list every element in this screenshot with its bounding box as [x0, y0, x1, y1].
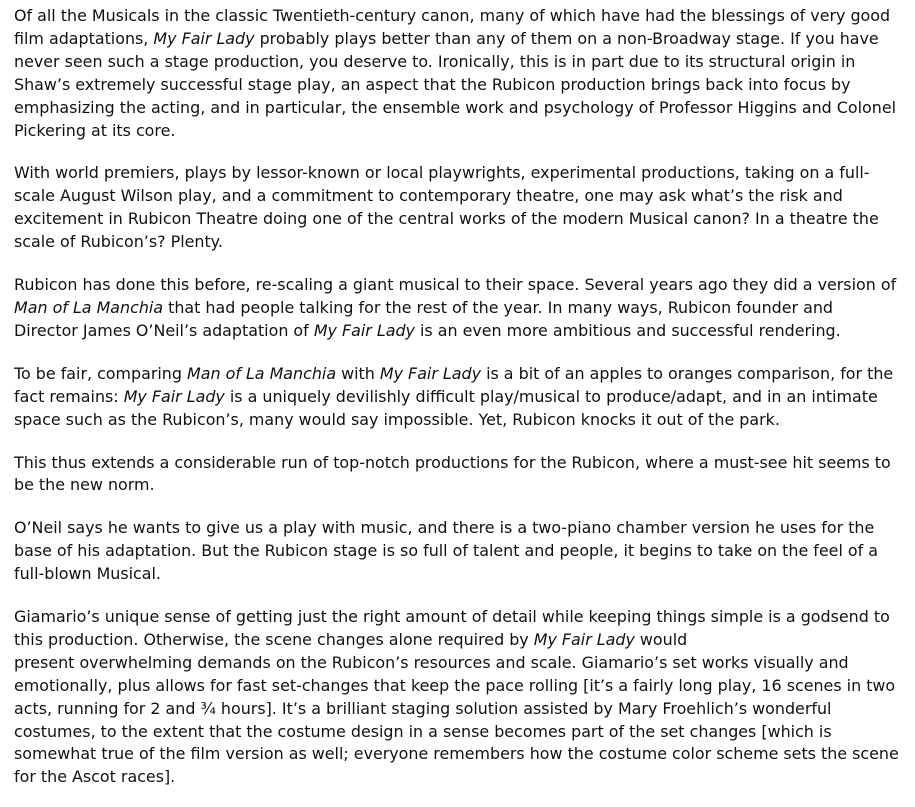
- paragraph-text: with: [336, 363, 380, 383]
- italic-title-text: Man of La Manchia: [14, 297, 164, 317]
- italic-title-text: My Fair Lady: [533, 629, 635, 649]
- article-paragraph: [14, 606, 901, 789]
- paragraph-text: is a uniquely devilishly difficult play/musical to produce/adapt, and in an intimate space such as the Rubicon’s, many would say impossible. Yet, Rubicon knocks it out of the park.: [14, 386, 878, 429]
- paragraph-text: that had people talking for the rest of the year. In many ways, Rubicon founder and Director James O’Neil’s adaptation of: [14, 297, 834, 340]
- paragraph-text: would: [634, 629, 688, 649]
- paragraph-text: is an even more ambitious and successful rendering.: [414, 320, 841, 340]
- article-paragraph: [14, 363, 901, 432]
- italic-title-text: My Fair Lady: [379, 363, 482, 383]
- paragraph-text: is a bit of an apples to oranges comparison, for the fact remains:: [14, 363, 894, 406]
- article-paragraph: [14, 274, 901, 343]
- article-paragraph: [14, 517, 901, 586]
- paragraph-text: With world premiers, plays by lessor-known or local playwrights, experimental productions, taking on a full-scale August Wilson play, and a commitment to contemporary theatre, one may ask what’s the risk and excitement in Rubicon Theatre doing one of the central works of the modern Musical canon? In a theatre the scale of Rubicon’s? Plenty.: [14, 163, 879, 252]
- italic-title-text: My Fair Lady: [313, 320, 415, 340]
- paragraph-text: probably plays better than any of them on a non-Broadway stage. If you have never seen such a stage production, you deserve to. Ironically, this is in part due to its structural origin in Shaw’s extremely successful stage play, an aspect that the Rubicon production brings back into focus by emphasizing the acting, and in particular, the ensemble work and psychology of Professor Higgins and Colonel Pickering at its core.: [14, 28, 897, 140]
- paragraph-text: To be fair, comparing: [14, 363, 187, 383]
- article-paragraph: [14, 162, 901, 254]
- article-paragraph: [14, 452, 901, 498]
- italic-title-text: Man of La Manchia: [187, 363, 337, 383]
- italic-title-text: My Fair Lady: [153, 28, 255, 48]
- article-paragraph: [14, 5, 901, 142]
- paragraph-text: present overwhelming demands on the Rubicon’s resources and scale. Giamario’s set works visually and emotionally, plus allows for fast set-changes that keep the pace rolling [it’s a fairly long play, 16 scenes in two acts, running for 2 and ¾ hours]. It’s a brilliant staging solution assisted by Mary Froehlich’s wonderful costumes, to the extent that the costume design in a sense becomes part of the set changes [which is somewhat true of the film version as well; everyone remembers how the costume color scheme sets the scene for the Ascot races].: [14, 652, 899, 787]
- paragraph-text: This thus extends a considerable run of top-notch productions for the Rubicon, where a must-see hit seems to be the new norm.: [14, 452, 891, 495]
- paragraph-text: Of all the Musicals in the classic Twentieth-century canon, many of which have had the blessings of very good film adaptations,: [14, 6, 891, 48]
- italic-title-text: My Fair Lady: [123, 386, 225, 406]
- paragraph-text: Giamario’s unique sense of getting just the right amount of detail while keeping things simple is a godsend to this production. Otherwise, the scene changes alone required by: [14, 607, 890, 649]
- paragraph-text: Rubicon has done this before, re-scaling a giant musical to their space. Several years ago they did a version of: [14, 275, 897, 295]
- paragraph-text: O’Neil says he wants to give us a play with music, and there is a two-piano chamber version he uses for the base of his adaptation. But the Rubicon stage is so full of talent and people, it begins to take on the feel of a full-blown Musical.: [14, 518, 879, 584]
